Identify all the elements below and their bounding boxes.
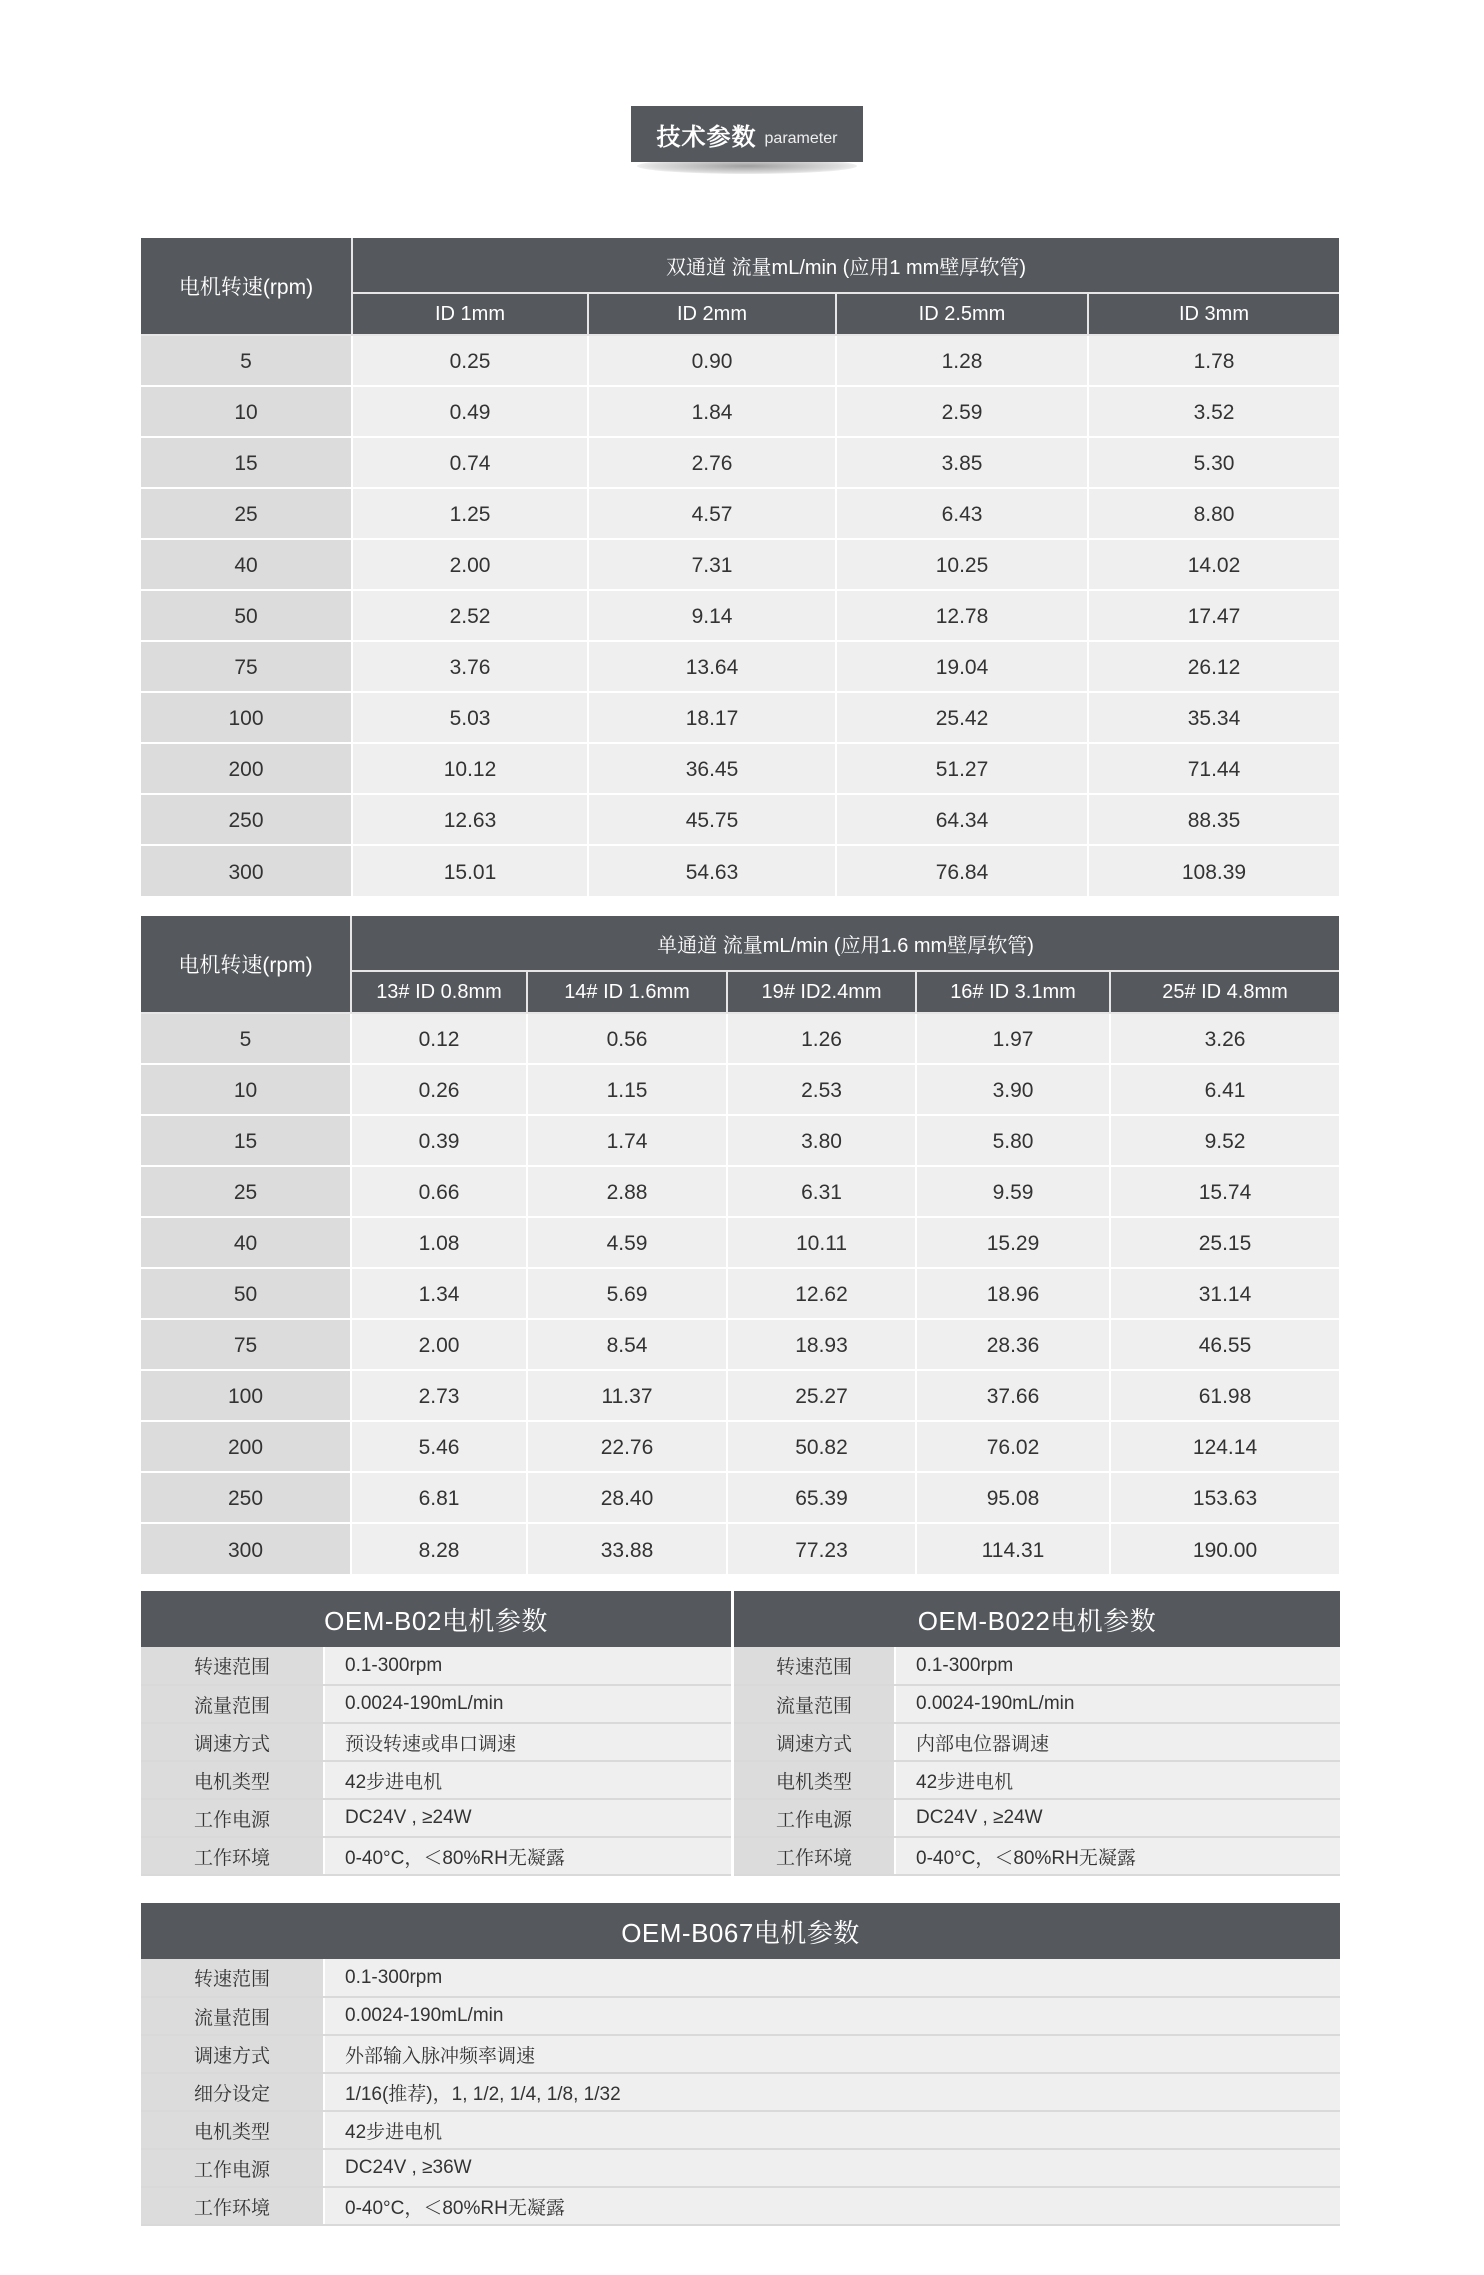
table-row <box>141 845 1339 896</box>
flow-value-cell: 4.59 <box>527 1217 727 1268</box>
rpm-cell: 25 <box>141 488 352 539</box>
rpm-cell: 50 <box>141 1268 351 1319</box>
flow-value-cell: 18.96 <box>916 1268 1110 1319</box>
spec-row <box>141 2111 1340 2149</box>
spec-value: 0.1-300rpm <box>324 1959 1340 1997</box>
spec-value: DC24V , ≥36W <box>324 2149 1340 2187</box>
table-row <box>141 488 1339 539</box>
rpm-cell: 25 <box>141 1166 351 1217</box>
flow-value-cell: 10.11 <box>727 1217 916 1268</box>
flow-value-cell: 6.31 <box>727 1166 916 1217</box>
spec-row <box>141 2073 1340 2111</box>
flow-value-cell: 190.00 <box>1110 1523 1339 1574</box>
spec-row <box>141 2035 1340 2073</box>
flow-value-cell: 6.41 <box>1110 1064 1339 1115</box>
flow-value-cell: 1.74 <box>527 1115 727 1166</box>
flow-value-cell: 108.39 <box>1088 845 1339 896</box>
flow-value-cell: 35.34 <box>1088 692 1339 743</box>
column-header: 14# ID 1.6mm <box>527 971 727 1013</box>
spec-body <box>141 1647 731 1875</box>
flow-value-cell: 37.66 <box>916 1370 1110 1421</box>
spec-value: 0.1-300rpm <box>324 1647 731 1685</box>
dual-channel-flow-table <box>141 238 1339 896</box>
spec-key: 工作电源 <box>141 1799 324 1837</box>
spec-table-oem-b02 <box>141 1591 731 1876</box>
rpm-cell: 15 <box>141 437 352 488</box>
flow-value-cell: 12.78 <box>836 590 1088 641</box>
flow-value-cell: 28.40 <box>527 1472 727 1523</box>
rpm-header: 电机转速(rpm) <box>141 916 351 1013</box>
table-row <box>141 1115 1339 1166</box>
title-badge <box>631 106 863 162</box>
spec-key: 细分设定 <box>141 2073 324 2111</box>
flow-value-cell: 0.12 <box>351 1013 527 1064</box>
flow-value-cell: 71.44 <box>1088 743 1339 794</box>
table-row <box>141 1064 1339 1115</box>
column-header: ID 1mm <box>352 293 588 335</box>
rpm-cell: 200 <box>141 743 352 794</box>
section-title <box>631 106 863 162</box>
flow-value-cell: 6.43 <box>836 488 1088 539</box>
spec-value: 42步进电机 <box>895 1761 1340 1799</box>
flow-value-cell: 4.57 <box>588 488 836 539</box>
flow-value-cell: 1.84 <box>588 386 836 437</box>
flow-value-cell: 22.76 <box>527 1421 727 1472</box>
spec-value: 42步进电机 <box>324 1761 731 1799</box>
spec-title: OEM-B02电机参数 <box>141 1591 731 1647</box>
flow-value-cell: 1.28 <box>836 335 1088 386</box>
flow-value-cell: 8.80 <box>1088 488 1339 539</box>
spec-value: DC24V , ≥24W <box>895 1799 1340 1837</box>
spec-key: 电机类型 <box>141 1761 324 1799</box>
rpm-cell: 100 <box>141 1370 351 1421</box>
flow-value-cell: 15.01 <box>352 845 588 896</box>
column-header: 13# ID 0.8mm <box>351 971 527 1013</box>
spec-row <box>141 2187 1340 2225</box>
flow-value-cell: 33.88 <box>527 1523 727 1574</box>
spec-key: 电机类型 <box>734 1761 895 1799</box>
rpm-cell: 40 <box>141 1217 351 1268</box>
table-row <box>141 437 1339 488</box>
column-header: 19# ID2.4mm <box>727 971 916 1013</box>
spec-row <box>141 1799 731 1837</box>
rpm-header: 电机转速(rpm) <box>141 238 352 335</box>
spec-key: 转速范围 <box>141 1647 324 1685</box>
flow-value-cell: 153.63 <box>1110 1472 1339 1523</box>
rpm-cell: 100 <box>141 692 352 743</box>
flow-value-cell: 10.12 <box>352 743 588 794</box>
spec-title: OEM-B067电机参数 <box>141 1903 1340 1959</box>
flow-value-cell: 76.84 <box>836 845 1088 896</box>
flow-value-cell: 64.34 <box>836 794 1088 845</box>
flow-value-cell: 9.14 <box>588 590 836 641</box>
spec-value: 0-40°C，＜80%RH无凝露 <box>324 1837 731 1875</box>
flow-value-cell: 5.30 <box>1088 437 1339 488</box>
flow-value-cell: 6.81 <box>351 1472 527 1523</box>
flow-value-cell: 1.08 <box>351 1217 527 1268</box>
table-row <box>141 1166 1339 1217</box>
flow-value-cell: 17.47 <box>1088 590 1339 641</box>
flow-value-cell: 7.31 <box>588 539 836 590</box>
flow-value-cell: 1.97 <box>916 1013 1110 1064</box>
flow-value-cell: 36.45 <box>588 743 836 794</box>
spec-body <box>734 1647 1340 1875</box>
flow-value-cell: 0.49 <box>352 386 588 437</box>
rpm-cell: 300 <box>141 845 352 896</box>
flow-value-cell: 0.39 <box>351 1115 527 1166</box>
rpm-cell: 50 <box>141 590 352 641</box>
table-row <box>141 1523 1339 1574</box>
flow-value-cell: 31.14 <box>1110 1268 1339 1319</box>
flow-value-cell: 9.59 <box>916 1166 1110 1217</box>
spec-value: 42步进电机 <box>324 2111 1340 2149</box>
flow-value-cell: 5.46 <box>351 1421 527 1472</box>
spec-key: 工作环境 <box>141 2187 324 2225</box>
table-row <box>141 692 1339 743</box>
flow-value-cell: 28.36 <box>916 1319 1110 1370</box>
flow-value-cell: 0.66 <box>351 1166 527 1217</box>
flow-value-cell: 13.64 <box>588 641 836 692</box>
rpm-cell: 10 <box>141 1064 351 1115</box>
flow-value-cell: 25.27 <box>727 1370 916 1421</box>
column-header: ID 3mm <box>1088 293 1339 335</box>
spec-row <box>734 1647 1340 1685</box>
table-row <box>141 590 1339 641</box>
spec-row <box>734 1723 1340 1761</box>
spec-key: 工作环境 <box>734 1837 895 1875</box>
spec-key: 流量范围 <box>734 1685 895 1723</box>
rpm-cell: 40 <box>141 539 352 590</box>
table-row <box>141 1217 1339 1268</box>
table-row <box>141 539 1339 590</box>
table-row <box>141 1472 1339 1523</box>
table-row <box>141 794 1339 845</box>
spec-row <box>734 1685 1340 1723</box>
flow-value-cell: 45.75 <box>588 794 836 845</box>
spec-title: OEM-B022电机参数 <box>734 1591 1340 1647</box>
flow-value-cell: 9.52 <box>1110 1115 1339 1166</box>
flow-value-cell: 46.55 <box>1110 1319 1339 1370</box>
flow-value-cell: 11.37 <box>527 1370 727 1421</box>
spec-value: 内部电位器调速 <box>895 1723 1340 1761</box>
flow-value-cell: 18.93 <box>727 1319 916 1370</box>
spec-row <box>734 1799 1340 1837</box>
spec-key: 调速方式 <box>734 1723 895 1761</box>
spec-key: 调速方式 <box>141 2035 324 2073</box>
flow-value-cell: 18.17 <box>588 692 836 743</box>
rpm-cell: 200 <box>141 1421 351 1472</box>
group-header: 双通道 流量mL/min (应用1 mm壁厚软管) <box>352 238 1339 293</box>
flow-value-cell: 2.59 <box>836 386 1088 437</box>
flow-value-cell: 26.12 <box>1088 641 1339 692</box>
table-body <box>141 1013 1339 1574</box>
rpm-cell: 15 <box>141 1115 351 1166</box>
flow-value-cell: 61.98 <box>1110 1370 1339 1421</box>
table-row <box>141 386 1339 437</box>
spec-row <box>141 1723 731 1761</box>
spec-value: 0.1-300rpm <box>895 1647 1340 1685</box>
spec-value: 外部输入脉冲频率调速 <box>324 2035 1340 2073</box>
flow-value-cell: 51.27 <box>836 743 1088 794</box>
table-row <box>141 641 1339 692</box>
spec-row <box>141 1685 731 1723</box>
spec-value: 1/16(推荐)，1, 1/2, 1/4, 1/8, 1/32 <box>324 2073 1340 2111</box>
flow-value-cell: 15.29 <box>916 1217 1110 1268</box>
table-row <box>141 1268 1339 1319</box>
flow-value-cell: 2.88 <box>527 1166 727 1217</box>
flow-value-cell: 0.56 <box>527 1013 727 1064</box>
spec-body <box>141 1959 1340 2225</box>
spec-key: 流量范围 <box>141 1685 324 1723</box>
flow-value-cell: 3.76 <box>352 641 588 692</box>
spec-row <box>734 1761 1340 1799</box>
flow-value-cell: 2.00 <box>352 539 588 590</box>
flow-value-cell: 8.28 <box>351 1523 527 1574</box>
flow-value-cell: 3.90 <box>916 1064 1110 1115</box>
table-row <box>141 1013 1339 1064</box>
flow-value-cell: 1.34 <box>351 1268 527 1319</box>
flow-value-cell: 15.74 <box>1110 1166 1339 1217</box>
flow-value-cell: 0.74 <box>352 437 588 488</box>
flow-value-cell: 1.25 <box>352 488 588 539</box>
table-body <box>141 335 1339 896</box>
spec-key: 转速范围 <box>141 1959 324 1997</box>
flow-value-cell: 2.73 <box>351 1370 527 1421</box>
spec-table-oem-b022 <box>734 1591 1340 1876</box>
flow-value-cell: 10.25 <box>836 539 1088 590</box>
table-row <box>141 1319 1339 1370</box>
flow-value-cell: 2.00 <box>351 1319 527 1370</box>
flow-value-cell: 3.52 <box>1088 386 1339 437</box>
flow-value-cell: 1.78 <box>1088 335 1339 386</box>
spec-row <box>141 1837 731 1875</box>
column-header: ID 2mm <box>588 293 836 335</box>
spec-value: 0-40°C，＜80%RH无凝露 <box>895 1837 1340 1875</box>
flow-value-cell: 65.39 <box>727 1472 916 1523</box>
group-header: 单通道 流量mL/min (应用1.6 mm壁厚软管) <box>351 916 1339 971</box>
flow-value-cell: 54.63 <box>588 845 836 896</box>
flow-value-cell: 25.42 <box>836 692 1088 743</box>
flow-value-cell: 2.52 <box>352 590 588 641</box>
flow-value-cell: 3.80 <box>727 1115 916 1166</box>
column-header: 25# ID 4.8mm <box>1110 971 1339 1013</box>
spec-value: 0-40°C，＜80%RH无凝露 <box>324 2187 1340 2225</box>
spec-value: 0.0024-190mL/min <box>324 1685 731 1723</box>
flow-value-cell: 3.26 <box>1110 1013 1339 1064</box>
flow-value-cell: 2.53 <box>727 1064 916 1115</box>
spec-key: 流量范围 <box>141 1997 324 2035</box>
spec-table-oem-b067 <box>141 1903 1340 2226</box>
spec-value: 0.0024-190mL/min <box>895 1685 1340 1723</box>
spec-value: 预设转速或串口调速 <box>324 1723 731 1761</box>
spec-key: 工作电源 <box>734 1799 895 1837</box>
flow-value-cell: 5.03 <box>352 692 588 743</box>
flow-value-cell: 76.02 <box>916 1421 1110 1472</box>
flow-value-cell: 2.76 <box>588 437 836 488</box>
spec-row <box>141 1761 731 1799</box>
flow-value-cell: 0.90 <box>588 335 836 386</box>
spec-key: 工作电源 <box>141 2149 324 2187</box>
flow-value-cell: 124.14 <box>1110 1421 1339 1472</box>
spec-row <box>734 1837 1340 1875</box>
spec-key: 工作环境 <box>141 1837 324 1875</box>
table-row <box>141 1421 1339 1472</box>
table-row <box>141 743 1339 794</box>
column-header: ID 2.5mm <box>836 293 1088 335</box>
table-row <box>141 1370 1339 1421</box>
spec-value: 0.0024-190mL/min <box>324 1997 1340 2035</box>
column-header: 16# ID 3.1mm <box>916 971 1110 1013</box>
flow-value-cell: 88.35 <box>1088 794 1339 845</box>
flow-value-cell: 19.04 <box>836 641 1088 692</box>
spec-row <box>141 1647 731 1685</box>
spec-row <box>141 1997 1340 2035</box>
flow-value-cell: 14.02 <box>1088 539 1339 590</box>
rpm-cell: 250 <box>141 1472 351 1523</box>
flow-value-cell: 50.82 <box>727 1421 916 1472</box>
spec-row <box>141 1959 1340 1997</box>
flow-value-cell: 5.80 <box>916 1115 1110 1166</box>
flow-value-cell: 12.63 <box>352 794 588 845</box>
rpm-cell: 5 <box>141 1013 351 1064</box>
rpm-cell: 300 <box>141 1523 351 1574</box>
spec-key: 转速范围 <box>734 1647 895 1685</box>
spec-value: DC24V , ≥24W <box>324 1799 731 1837</box>
single-channel-flow-table <box>141 916 1339 1574</box>
rpm-cell: 5 <box>141 335 352 386</box>
flow-value-cell: 0.26 <box>351 1064 527 1115</box>
rpm-cell: 75 <box>141 641 352 692</box>
rpm-cell: 250 <box>141 794 352 845</box>
flow-value-cell: 12.62 <box>727 1268 916 1319</box>
flow-value-cell: 77.23 <box>727 1523 916 1574</box>
rpm-cell: 10 <box>141 386 352 437</box>
table-row <box>141 335 1339 386</box>
spec-key: 调速方式 <box>141 1723 324 1761</box>
flow-value-cell: 25.15 <box>1110 1217 1339 1268</box>
flow-value-cell: 114.31 <box>916 1523 1110 1574</box>
title-cn: 技术参数 <box>656 123 757 151</box>
rpm-cell: 75 <box>141 1319 351 1370</box>
spec-key: 电机类型 <box>141 2111 324 2149</box>
flow-value-cell: 95.08 <box>916 1472 1110 1523</box>
flow-value-cell: 0.25 <box>352 335 588 386</box>
spec-row <box>141 2149 1340 2187</box>
flow-value-cell: 1.15 <box>527 1064 727 1115</box>
flow-value-cell: 3.85 <box>836 437 1088 488</box>
flow-value-cell: 5.69 <box>527 1268 727 1319</box>
flow-value-cell: 8.54 <box>527 1319 727 1370</box>
flow-value-cell: 1.26 <box>727 1013 916 1064</box>
title-en: parameter <box>764 130 838 147</box>
